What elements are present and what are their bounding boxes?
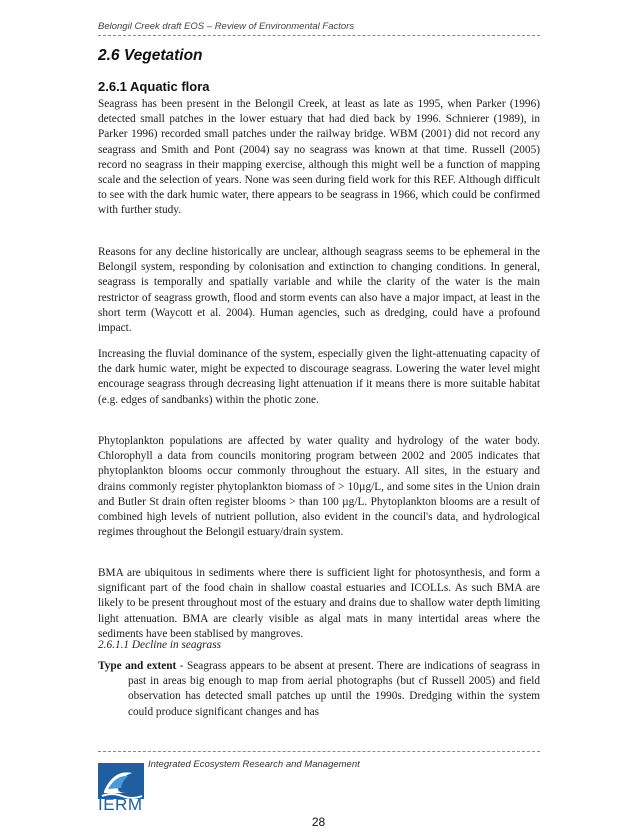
type-extent-text: - Seagrass appears to be absent at present. There are indications of seagrass in past in areas big enough to map from aerial photographs (but cf Russell 2005) and field observation has detected small patches up until the 1990s. Dredging within the system could produce significant changes and has bbox=[128, 660, 540, 718]
type-extent-paragraph bbox=[98, 659, 540, 720]
paragraph-bma: BMA are ubiquitous in sediments where there is sufficient light for photosynthesis, and form a significant part of the food chain in shallow coastal estuaries and ICOLLs. As such BMA are likely to be present throughout most of the estuary and drains due to shallow water depth limiting light attenuation. BMA are clearly visible as algal mats in many intertidal areas where the sediments have been stablised by mangroves. bbox=[98, 567, 540, 640]
type-extent-lead: Type and extent bbox=[98, 660, 177, 672]
logo-wordmark: IERM bbox=[98, 795, 143, 814]
page-number: 28 bbox=[311, 815, 326, 829]
section-heading: 2.6 Vegetation bbox=[98, 47, 203, 64]
footer-divider bbox=[98, 751, 540, 752]
footer-organization: Integrated Ecosystem Research and Management bbox=[148, 759, 360, 770]
running-header: Belongil Creek draft EOS – Review of Environmental Factors bbox=[98, 21, 540, 36]
paragraph-seagrass-history: Seagrass has been present in the Belongil Creek, at least as late as 1995, when Parker (1996) detected small patches in the lower estuary that had died back by 1996. Schnierer (1989), in Parker 1996) recorded small patches under the railway bridge. WBM (2001) did not record any seagrass and Smith and Pont (2004) say no seagrass was known at that time. Russell (2005) record no seagrass in their mapping exercise, although this might well be a function of mapping scale and the selection of years. None was seen during field work for this REF. Although difficult to see with the dark humic water, there appears to be seagrass in 1966, which could be confirmed with further study. bbox=[98, 98, 540, 217]
paragraph-phytoplankton: Phytoplankton populations are affected by water quality and hydrology of the water body. Chlorophyll a data from councils monitoring program between 2002 and 2005 indicates that phytoplankton blooms occur commonly throughout the estuary. All sites, in the estuary and drains commonly register phytoplankton biomass of > 10µg/L, and some sites in the Union drain and Butler St drain often register blooms > than 100 µg/L. Phytoplankton blooms are a result of combined high levels of nutrient pollution, also evident in the council's data, and hydrological regimes throughout the Belongil estuary/drain system. bbox=[98, 435, 540, 539]
paragraph-decline-reasons: Reasons for any decline historically are unclear, although seagrass seems to be ephemeral in the Belongil system, responding by colonisation and extinction to changing conditions. In general, seagrass is temporally and spatially variable and while the clarity of the water is the main restrictor of seagrass growth, flood and storm events can also have a major impact, at least in the short term (Waycott et al. 2004). Human agencies, such as dredging, could have a profound impact. bbox=[98, 246, 540, 335]
paragraph-fluvial-dominance: Increasing the fluvial dominance of the system, especially given the light-attenuating capacity of the dark humic water, might be expected to discourage seagrass. Lowering the water level might encourage seagrass through decreasing light attenuation if it means there is more suitable habitat (e.g. edges of sandbanks) within the photic zone. bbox=[98, 348, 540, 406]
subsection-heading: 2.6.1 Aquatic flora bbox=[98, 79, 210, 94]
subsubsection-heading: 2.6.1.1 Decline in seagrass bbox=[98, 639, 221, 651]
